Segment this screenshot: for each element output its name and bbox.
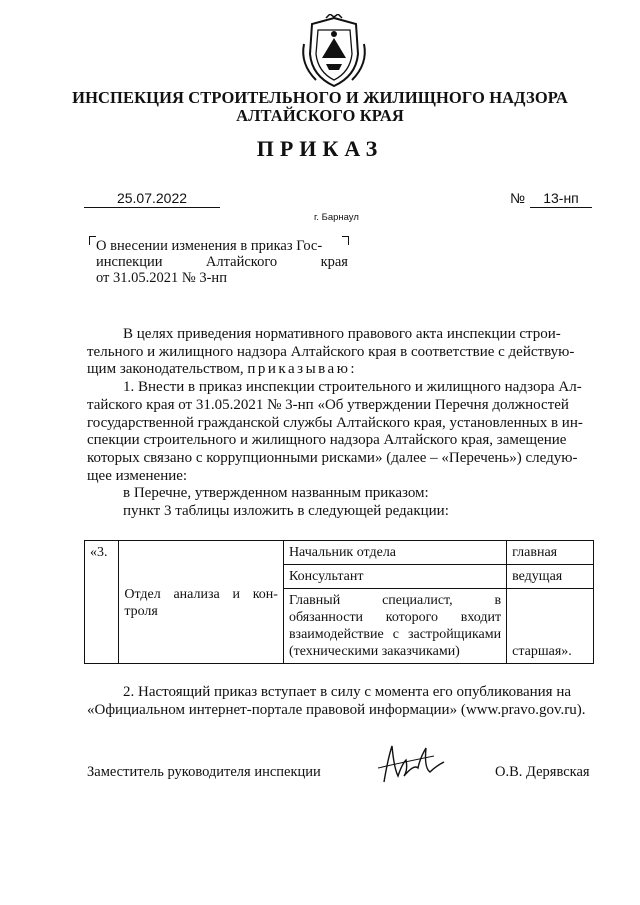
order-number: 13-нп — [530, 190, 592, 208]
table-position-cell: Начальник отдела — [283, 541, 506, 565]
order-keyword: приказываю: — [247, 361, 358, 378]
body-line: 2. Настоящий приказ вступает в силу с момента его опубликования на — [123, 684, 572, 700]
subject-line: О внесении изменения в приказ Гос- — [96, 238, 323, 254]
organization-name-line1: ИНСПЕКЦИЯ СТРОИТЕЛЬНОГО И ЖИЛИЩНОГО НАДЗОРА — [72, 88, 568, 107]
subject-word: инспекции — [96, 254, 163, 270]
body-line: в Перечне, утвержденном названным приказом: — [123, 485, 429, 502]
city-label: г. Барнаул — [314, 212, 359, 223]
body-line: тайского края от 31.05.2021 № 3-нп «Об утверждении Перечня должностей — [87, 396, 569, 413]
table-group-cell: старшая». — [507, 589, 594, 664]
signatory-title: Заместитель руководителя инспекции — [87, 764, 321, 780]
subject-corner-left — [89, 236, 96, 245]
body-line: которых связано с коррупционными рисками» (далее – «Перечень») следую- — [87, 449, 578, 466]
subject-line — [96, 254, 348, 270]
positions-table — [84, 540, 594, 664]
table-row — [85, 541, 594, 565]
body-text-fragment: щим законодательством, — [87, 361, 248, 378]
body-line: щее изменение: — [87, 467, 188, 484]
table-position-cell: Главный специалист, в обязанности которого входит взаимодействие с застройщиками (техническими заказчиками) — [283, 589, 506, 664]
department-name: Отдел анализа и кон- троля — [124, 587, 278, 619]
body-line: государственной гражданской службы Алтайского края, установленных в ин- — [87, 414, 583, 431]
order-body-item2 — [87, 684, 596, 719]
table-item-number: «3. — [85, 541, 119, 664]
altai-krai-coat-of-arms-icon — [296, 14, 372, 90]
body-line: тельного и жилищного надзора Алтайского края в соответствие с действую- — [87, 343, 575, 360]
organization-name-line2: АЛТАЙСКОГО КРАЯ — [236, 106, 404, 125]
body-line: пункт 3 таблицы изложить в следующей редакции: — [123, 503, 449, 520]
body-line: «Официальном интернет-портале правовой информации» (www.pravo.gov.ru). — [87, 701, 586, 718]
signatory-name: О.В. Дерявская — [495, 764, 590, 780]
body-line: спекции строительного и жилищного надзора Алтайского края, замещение — [87, 432, 567, 449]
document-type-title: ПРИКАЗ — [256, 136, 384, 161]
table-group-cell: ведущая — [507, 565, 594, 589]
number-sign: № — [510, 190, 526, 206]
subject-word: края — [320, 254, 348, 270]
table-department-cell — [119, 541, 284, 664]
subject-line: от 31.05.2021 № 3-нп — [96, 270, 227, 286]
order-subject — [96, 238, 348, 286]
handwritten-signature-icon — [374, 738, 454, 788]
body-line: В целях приведения нормативного правового акта инспекции строи- — [123, 326, 561, 342]
body-line — [87, 361, 596, 379]
table-position-cell: Консультант — [283, 565, 506, 589]
body-line: 1. Внести в приказ инспекции строительного и жилищного надзора Ал- — [123, 379, 582, 396]
table-group-cell: главная — [507, 541, 594, 565]
subject-word: Алтайского — [205, 254, 278, 270]
order-body — [87, 326, 596, 521]
order-date: 25.07.2022 — [84, 190, 220, 208]
